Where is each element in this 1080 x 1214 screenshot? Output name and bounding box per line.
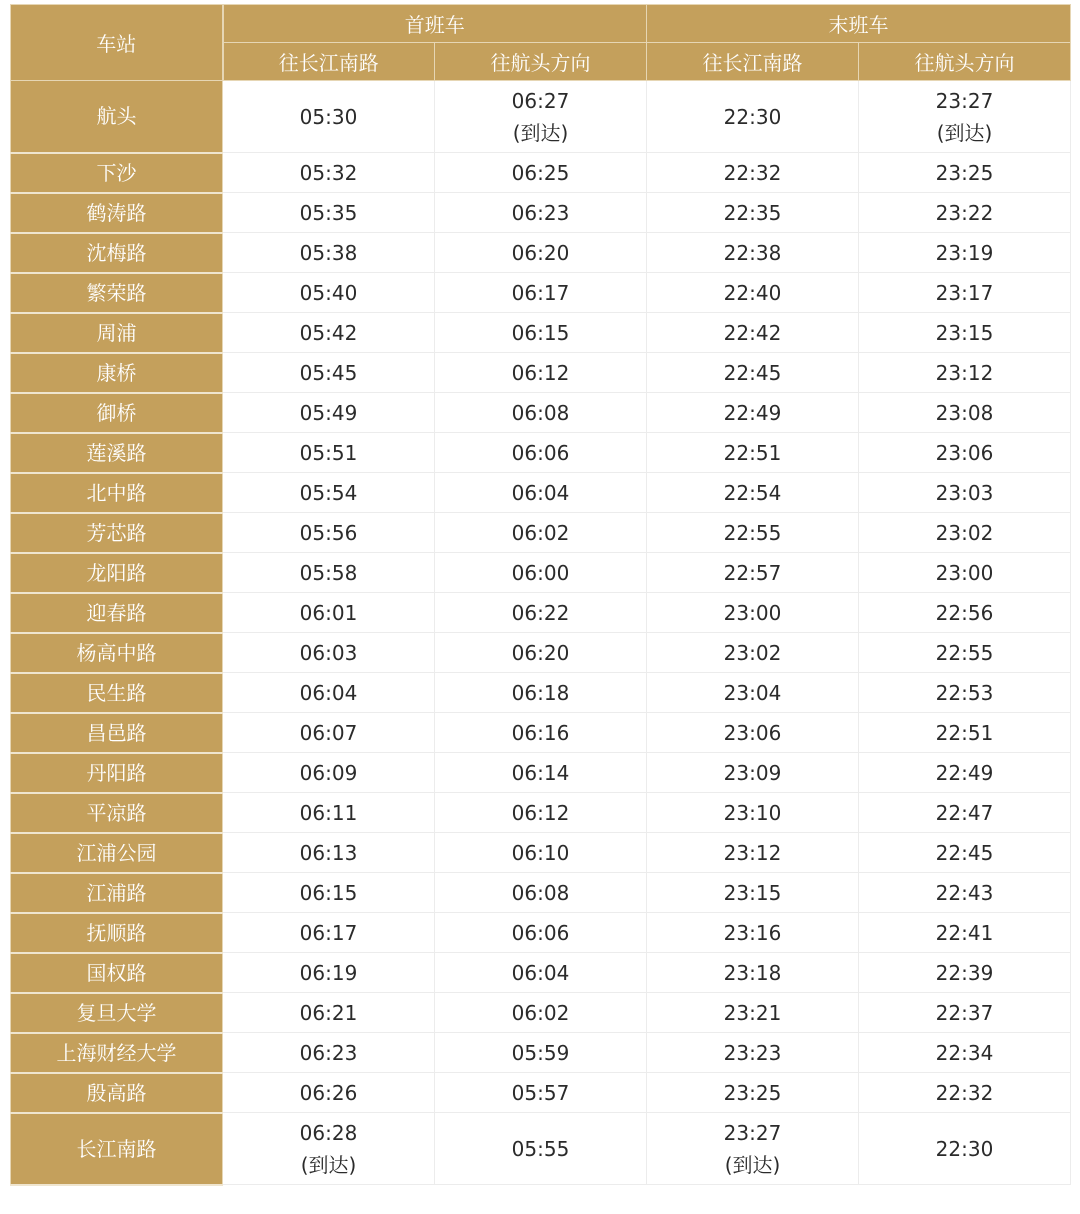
time-value: 22:51 (723, 440, 782, 465)
first-train-dir-a-time (223, 953, 435, 993)
station-name: 迎春路 (11, 593, 223, 633)
last-train-dir-a-time (647, 1033, 859, 1073)
first-train-dir-a-time (223, 313, 435, 353)
station-name: 平凉路 (11, 793, 223, 833)
table-row (11, 553, 1071, 593)
last-train-dir-b-time (859, 953, 1071, 993)
time-value: 23:21 (723, 1000, 782, 1025)
time-value: 23:02 (723, 640, 782, 665)
time-value: 05:57 (511, 1080, 570, 1105)
time-value: 06:20 (511, 240, 570, 265)
first-train-dir-a-time (223, 353, 435, 393)
last-train-dir-a-time (647, 193, 859, 233)
station-name: 国权路 (11, 953, 223, 993)
first-train-dir-a-time (223, 433, 435, 473)
station-name: 上海财经大学 (11, 1033, 223, 1073)
first-train-dir-b-time (435, 833, 647, 873)
station-name: 北中路 (11, 473, 223, 513)
time-value: 05:42 (299, 320, 358, 345)
time-value: 06:12 (511, 360, 570, 385)
timetable-header (11, 5, 1071, 81)
time-value: 23:00 (723, 600, 782, 625)
table-row (11, 753, 1071, 793)
table-row (11, 433, 1071, 473)
station-name: 莲溪路 (11, 433, 223, 473)
first-train-dir-b-time (435, 473, 647, 513)
time-value: 23:16 (723, 920, 782, 945)
last-train-dir-a-time (647, 633, 859, 673)
time-value: 06:28 (299, 1120, 358, 1145)
table-row (11, 993, 1071, 1033)
last-train-dir-b-time (859, 913, 1071, 953)
table-row (11, 393, 1071, 433)
last-train-dir-a-time (647, 393, 859, 433)
station-name: 沈梅路 (11, 233, 223, 273)
last-train-dir-a-time (647, 993, 859, 1033)
table-row (11, 313, 1071, 353)
table-row (11, 273, 1071, 313)
station-name: 芳芯路 (11, 513, 223, 553)
time-value: 06:08 (511, 880, 570, 905)
table-row (11, 81, 1071, 153)
time-value: 22:30 (935, 1136, 994, 1161)
station-name: 江浦公园 (11, 833, 223, 873)
table-row (11, 673, 1071, 713)
time-value: 06:26 (299, 1080, 358, 1105)
time-value: 23:22 (935, 200, 994, 225)
time-value: 23:00 (935, 560, 994, 585)
last-train-dir-a-time (647, 473, 859, 513)
time-value: 06:23 (511, 200, 570, 225)
last-train-dir-b-time (859, 473, 1071, 513)
time-value: 22:49 (723, 400, 782, 425)
table-row (11, 1033, 1071, 1073)
first-train-dir-b-time (435, 273, 647, 313)
first-train-dir-a-time (223, 473, 435, 513)
time-value: 22:40 (723, 280, 782, 305)
time-value: 06:18 (511, 680, 570, 705)
last-train-dir-b-time (859, 553, 1071, 593)
time-value: 06:04 (511, 960, 570, 985)
station-name: 鹤涛路 (11, 193, 223, 233)
time-value: 23:18 (723, 960, 782, 985)
last-train-dir-b-time (859, 873, 1071, 913)
time-value: 22:32 (723, 160, 782, 185)
last-train-dir-b-time (859, 353, 1071, 393)
table-row (11, 713, 1071, 753)
time-value: 06:03 (299, 640, 358, 665)
time-value: 05:55 (511, 1136, 570, 1161)
time-value: 23:06 (723, 720, 782, 745)
time-value: 22:56 (935, 600, 994, 625)
last-train-dir-a-time (647, 513, 859, 553)
station-name: 御桥 (11, 393, 223, 433)
first-train-dir-a-time (223, 713, 435, 753)
time-value: 06:19 (299, 960, 358, 985)
table-row (11, 473, 1071, 513)
last-train-dir-b-time (859, 633, 1071, 673)
first-train-dir-b-time (435, 713, 647, 753)
time-value: 06:04 (511, 480, 570, 505)
time-value: 05:59 (511, 1040, 570, 1065)
first-train-dir-a-time (223, 81, 435, 153)
first-train-dir-a-time (223, 673, 435, 713)
station-name: 丹阳路 (11, 753, 223, 793)
time-value: 23:09 (723, 760, 782, 785)
time-value: 23:27 (723, 1120, 782, 1145)
time-value: 06:27 (511, 88, 570, 113)
time-value: 05:58 (299, 560, 358, 585)
arrival-note: (到达) (724, 1152, 781, 1177)
last-train-dir-a-time (647, 873, 859, 913)
time-value: 06:25 (511, 160, 570, 185)
table-row (11, 593, 1071, 633)
last-train-dir-b-time (859, 593, 1071, 633)
time-value: 06:11 (299, 800, 358, 825)
first-train-dir-b-time (435, 873, 647, 913)
time-value: 23:25 (935, 160, 994, 185)
time-value: 22:54 (723, 480, 782, 505)
time-value: 06:15 (299, 880, 358, 905)
first-train-dir-b-time (435, 1113, 647, 1185)
time-value: 06:20 (511, 640, 570, 665)
arrival-note: (到达) (300, 1152, 357, 1177)
last-train-dir-b-time (859, 833, 1071, 873)
table-row (11, 873, 1071, 913)
table-row (11, 633, 1071, 673)
time-value: 23:12 (723, 840, 782, 865)
last-train-dir-b-time (859, 793, 1071, 833)
time-value: 22:45 (723, 360, 782, 385)
last-train-dir-b-time (859, 1113, 1071, 1185)
time-value: 23:17 (935, 280, 994, 305)
first-train-dir-b-time (435, 233, 647, 273)
first-train-dir-a-time (223, 233, 435, 273)
time-value: 06:15 (511, 320, 570, 345)
time-value: 05:54 (299, 480, 358, 505)
first-train-dir-b-time (435, 673, 647, 713)
last-train-dir-a-time (647, 233, 859, 273)
last-train-dir-a-time (647, 433, 859, 473)
last-train-dir-b-time (859, 1033, 1071, 1073)
last-train-dir-a-time (647, 153, 859, 193)
last-train-dir-b-time (859, 993, 1071, 1033)
time-value: 23:08 (935, 400, 994, 425)
last-train-dir-a-header: 往长江南路 (647, 43, 859, 81)
time-value: 23:23 (723, 1040, 782, 1065)
time-value: 22:49 (935, 760, 994, 785)
table-row (11, 153, 1071, 193)
time-value: 23:10 (723, 800, 782, 825)
first-train-dir-a-time (223, 593, 435, 633)
first-train-dir-b-time (435, 633, 647, 673)
table-row (11, 513, 1071, 553)
time-value: 06:13 (299, 840, 358, 865)
time-value: 06:04 (299, 680, 358, 705)
time-value: 22:57 (723, 560, 782, 585)
time-value: 06:14 (511, 760, 570, 785)
time-value: 06:06 (511, 920, 570, 945)
last-train-dir-a-time (647, 1073, 859, 1113)
time-value: 22:41 (935, 920, 994, 945)
station-column-header: 车站 (11, 5, 223, 81)
last-train-dir-b-time (859, 673, 1071, 713)
time-value: 05:30 (299, 104, 358, 129)
time-value: 22:55 (723, 520, 782, 545)
time-value: 06:22 (511, 600, 570, 625)
first-train-dir-a-time (223, 1033, 435, 1073)
last-train-dir-b-time (859, 81, 1071, 153)
station-name: 长江南路 (11, 1113, 223, 1185)
first-train-dir-a-time (223, 153, 435, 193)
time-value: 06:16 (511, 720, 570, 745)
time-value: 22:32 (935, 1080, 994, 1105)
time-value: 22:47 (935, 800, 994, 825)
table-row (11, 1113, 1071, 1185)
first-train-dir-a-time (223, 553, 435, 593)
first-train-dir-b-time (435, 433, 647, 473)
last-train-dir-a-time (647, 953, 859, 993)
time-value: 22:37 (935, 1000, 994, 1025)
time-value: 22:30 (723, 104, 782, 129)
last-train-dir-b-time (859, 433, 1071, 473)
timetable-body (11, 81, 1071, 1185)
first-train-dir-a-time (223, 633, 435, 673)
station-name: 繁荣路 (11, 273, 223, 313)
first-train-dir-b-time (435, 753, 647, 793)
first-train-dir-b-time (435, 193, 647, 233)
time-value: 05:35 (299, 200, 358, 225)
last-train-dir-b-time (859, 513, 1071, 553)
time-value: 23:25 (723, 1080, 782, 1105)
station-name: 殷高路 (11, 1073, 223, 1113)
first-train-dir-b-header: 往航头方向 (435, 43, 647, 81)
last-train-dir-a-time (647, 553, 859, 593)
first-train-dir-a-time (223, 273, 435, 313)
table-row (11, 953, 1071, 993)
table-row (11, 193, 1071, 233)
first-train-dir-b-time (435, 153, 647, 193)
first-train-dir-a-time (223, 833, 435, 873)
first-train-dir-a-header: 往长江南路 (223, 43, 435, 81)
table-row (11, 1073, 1071, 1113)
time-value: 05:56 (299, 520, 358, 545)
time-value: 23:12 (935, 360, 994, 385)
first-train-dir-b-time (435, 593, 647, 633)
last-train-dir-a-time (647, 673, 859, 713)
time-value: 23:27 (935, 88, 994, 113)
timetable-container (10, 4, 1071, 1186)
last-train-dir-b-time (859, 153, 1071, 193)
time-value: 06:02 (511, 1000, 570, 1025)
last-train-dir-a-time (647, 713, 859, 753)
last-train-dir-b-time (859, 713, 1071, 753)
time-value: 05:38 (299, 240, 358, 265)
table-row (11, 793, 1071, 833)
time-value: 05:49 (299, 400, 358, 425)
first-train-dir-b-time (435, 313, 647, 353)
first-train-dir-b-time (435, 513, 647, 553)
time-value: 05:45 (299, 360, 358, 385)
table-row (11, 233, 1071, 273)
time-value: 06:12 (511, 800, 570, 825)
first-train-dir-b-time (435, 81, 647, 153)
first-train-dir-b-time (435, 1033, 647, 1073)
time-value: 22:42 (723, 320, 782, 345)
arrival-note: (到达) (512, 120, 569, 145)
station-name: 抚顺路 (11, 913, 223, 953)
last-train-dir-a-time (647, 273, 859, 313)
time-value: 06:06 (511, 440, 570, 465)
time-value: 22:43 (935, 880, 994, 905)
time-value: 23:03 (935, 480, 994, 505)
first-train-dir-a-time (223, 193, 435, 233)
first-train-dir-a-time (223, 1113, 435, 1185)
time-value: 22:39 (935, 960, 994, 985)
first-train-dir-a-time (223, 513, 435, 553)
last-train-dir-b-time (859, 1073, 1071, 1113)
first-train-dir-a-time (223, 753, 435, 793)
station-name: 复旦大学 (11, 993, 223, 1033)
first-train-dir-a-time (223, 873, 435, 913)
time-value: 23:15 (723, 880, 782, 905)
last-train-dir-a-time (647, 593, 859, 633)
last-train-dir-b-time (859, 193, 1071, 233)
last-train-dir-b-time (859, 753, 1071, 793)
last-train-dir-b-time (859, 393, 1071, 433)
time-value: 23:04 (723, 680, 782, 705)
first-train-dir-a-time (223, 793, 435, 833)
time-value: 22:34 (935, 1040, 994, 1065)
last-train-dir-a-time (647, 913, 859, 953)
station-name: 航头 (11, 81, 223, 153)
last-train-dir-a-time (647, 1113, 859, 1185)
time-value: 05:51 (299, 440, 358, 465)
timetable (10, 4, 1071, 1186)
time-value: 06:07 (299, 720, 358, 745)
first-train-header: 首班车 (223, 5, 647, 43)
station-name: 康桥 (11, 353, 223, 393)
table-row (11, 833, 1071, 873)
time-value: 06:02 (511, 520, 570, 545)
last-train-header: 末班车 (647, 5, 1071, 43)
first-train-dir-b-time (435, 393, 647, 433)
first-train-dir-b-time (435, 993, 647, 1033)
first-train-dir-a-time (223, 913, 435, 953)
first-train-dir-b-time (435, 953, 647, 993)
last-train-dir-a-time (647, 313, 859, 353)
station-name: 昌邑路 (11, 713, 223, 753)
last-train-dir-b-time (859, 313, 1071, 353)
time-value: 05:40 (299, 280, 358, 305)
time-value: 06:08 (511, 400, 570, 425)
first-train-dir-b-time (435, 1073, 647, 1113)
time-value: 22:45 (935, 840, 994, 865)
last-train-dir-a-time (647, 793, 859, 833)
last-train-dir-b-header: 往航头方向 (859, 43, 1071, 81)
station-name: 龙阳路 (11, 553, 223, 593)
station-name: 下沙 (11, 153, 223, 193)
time-value: 22:55 (935, 640, 994, 665)
time-value: 22:53 (935, 680, 994, 705)
first-train-dir-b-time (435, 353, 647, 393)
time-value: 06:23 (299, 1040, 358, 1065)
first-train-dir-b-time (435, 793, 647, 833)
table-row (11, 353, 1071, 393)
first-train-dir-a-time (223, 393, 435, 433)
arrival-note: (到达) (936, 120, 993, 145)
first-train-dir-b-time (435, 553, 647, 593)
station-name: 周浦 (11, 313, 223, 353)
last-train-dir-a-time (647, 833, 859, 873)
time-value: 06:09 (299, 760, 358, 785)
first-train-dir-a-time (223, 1073, 435, 1113)
last-train-dir-a-time (647, 753, 859, 793)
time-value: 06:10 (511, 840, 570, 865)
time-value: 23:15 (935, 320, 994, 345)
station-name: 江浦路 (11, 873, 223, 913)
time-value: 22:51 (935, 720, 994, 745)
time-value: 06:01 (299, 600, 358, 625)
time-value: 22:35 (723, 200, 782, 225)
time-value: 06:17 (299, 920, 358, 945)
time-value: 23:02 (935, 520, 994, 545)
last-train-dir-b-time (859, 273, 1071, 313)
last-train-dir-a-time (647, 81, 859, 153)
time-value: 06:00 (511, 560, 570, 585)
time-value: 05:32 (299, 160, 358, 185)
time-value: 23:19 (935, 240, 994, 265)
first-train-dir-b-time (435, 913, 647, 953)
time-value: 23:06 (935, 440, 994, 465)
last-train-dir-b-time (859, 233, 1071, 273)
station-name: 民生路 (11, 673, 223, 713)
time-value: 22:38 (723, 240, 782, 265)
time-value: 06:21 (299, 1000, 358, 1025)
first-train-dir-a-time (223, 993, 435, 1033)
time-value: 06:17 (511, 280, 570, 305)
table-row (11, 913, 1071, 953)
last-train-dir-a-time (647, 353, 859, 393)
station-name: 杨高中路 (11, 633, 223, 673)
